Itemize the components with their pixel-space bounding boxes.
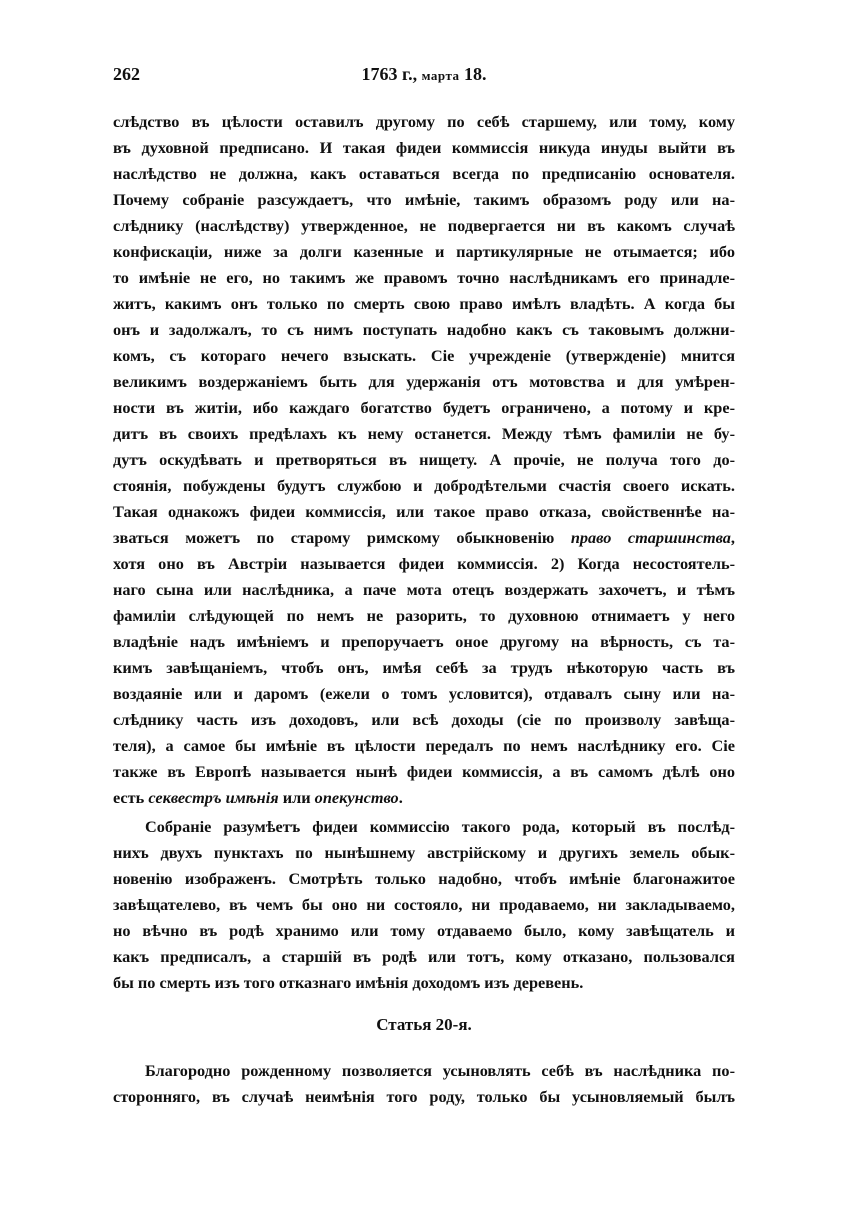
text-segment: есть xyxy=(113,788,149,807)
text-segment: наслѣдство не должна, какъ оставаться всегда по предписанію основателя. xyxy=(113,164,735,183)
text-line xyxy=(113,759,735,785)
paragraph xyxy=(113,814,735,996)
text-line xyxy=(113,655,735,681)
text-line xyxy=(113,814,735,840)
text-line xyxy=(113,629,735,655)
italic-term: опекунство xyxy=(314,788,399,807)
text-segment: нихъ двухъ пунктахъ по нынѣшнему австрійскому и другихъ земель обык- xyxy=(113,843,735,862)
text-segment: въ духовной предписано. И такая фидеи коммиссія никуда инуды выйти въ xyxy=(113,138,735,157)
text-segment: также въ Европѣ называется нынѣ фидеи коммиссія, а въ самомъ дѣлѣ оно xyxy=(113,762,735,781)
text-segment: сторонняго, въ случаѣ неимѣнія того роду, только бы усыновляемый былъ xyxy=(113,1087,735,1106)
paragraph xyxy=(113,109,735,811)
text-segment: Собраніе разумѣетъ фидеи коммиссію такого рода, который въ послѣд- xyxy=(145,817,735,836)
text-segment: . xyxy=(398,788,403,807)
italic-term: секвестръ имѣнія xyxy=(148,788,279,807)
text-segment: зваться можетъ по старому римскому обыкновенію xyxy=(113,528,571,547)
text-line xyxy=(113,1084,735,1110)
text-line xyxy=(113,525,735,551)
text-segment: кимъ завѣщаніемъ, чтобъ онъ, имѣя себѣ за трудъ нѣкоторую часть въ xyxy=(113,658,735,677)
text-segment: то имѣніе не его, но такимъ же правомъ точно наслѣдникамъ его принадле- xyxy=(113,268,735,287)
text-segment: или xyxy=(278,788,315,807)
text-line xyxy=(113,944,735,970)
text-line xyxy=(113,603,735,629)
italic-term: право старшинства xyxy=(570,528,731,547)
article-paragraph xyxy=(113,1058,735,1110)
text-line xyxy=(113,707,735,733)
text-segment: наго сына или наслѣдника, а паче мота отецъ воздержать захочетъ, и тѣмъ xyxy=(113,580,735,599)
text-line xyxy=(113,918,735,944)
text-segment: воздаяніе или и даромъ (ежели о томъ условится), отдавалъ сыну или на- xyxy=(113,684,735,703)
text-segment: великимъ воздержаніемъ быть для удержанія отъ мотовства и для умѣрен- xyxy=(113,372,735,391)
text-line xyxy=(113,161,735,187)
text-line xyxy=(113,473,735,499)
text-line xyxy=(113,265,735,291)
text-segment: слѣдство въ цѣлости оставилъ другому по себѣ старшему, или тому, кому xyxy=(113,112,735,131)
text-line xyxy=(113,551,735,577)
text-segment: бы по смерть изъ того отказнаго имѣнія доходомъ изъ деревень. xyxy=(113,973,584,992)
text-line xyxy=(113,421,735,447)
page-header xyxy=(113,64,735,92)
text-segment: Почему собраніе разсуждаетъ, что имѣніе, такимъ образомъ роду или на- xyxy=(113,190,735,209)
text-segment: Благородно рожденному позволяется усыновлять себѣ въ наслѣдника по- xyxy=(145,1061,735,1080)
text-line xyxy=(113,785,735,811)
text-line xyxy=(113,135,735,161)
text-line xyxy=(113,499,735,525)
page-number: 262 xyxy=(113,64,140,84)
text-line xyxy=(113,239,735,265)
text-segment: житъ, какимъ онъ только по смерть свою право имѣлъ владѣть. А когда бы xyxy=(113,294,735,313)
text-line xyxy=(113,447,735,473)
text-line xyxy=(113,840,735,866)
text-segment: ности въ житіи, ибо каждаго богатство будетъ ограничено, а потому и кре- xyxy=(113,398,735,417)
page-body xyxy=(113,109,735,1110)
text-segment: онъ и задолжалъ, то съ нимъ поступать надобно какъ съ таковымъ должни- xyxy=(113,320,735,339)
text-line xyxy=(113,892,735,918)
text-line xyxy=(113,213,735,239)
text-line xyxy=(113,291,735,317)
text-segment: теля), а самое бы имѣніе въ цѣлости передалъ по немъ наслѣднику его. Сіе xyxy=(113,736,735,755)
text-segment: стоянія, побуждены будутъ службою и добродѣтельми счастія своего искать. xyxy=(113,476,735,495)
text-segment: дутъ оскудѣвать и претворяться въ нищету. А прочіе, не получа того до- xyxy=(113,450,735,469)
text-line xyxy=(113,395,735,421)
text-segment: слѣднику часть изъ доходовъ, или всѣ доходы (сіе по произволу завѣща- xyxy=(113,710,735,729)
text-line xyxy=(113,681,735,707)
text-segment: владѣніе надъ имѣніемъ и препоручаетъ оное другому на вѣрность, съ та- xyxy=(113,632,735,651)
text-segment: Такая однакожъ фидеи коммиссія, или такое право отказа, свойственнѣе на- xyxy=(113,502,735,521)
text-line xyxy=(113,1058,735,1084)
text-segment: дитъ въ своихъ предѣлахъ къ нему останется. Между тѣмъ фамиліи не бу- xyxy=(113,424,735,443)
text-segment: фамиліи слѣдующей по немъ не разорить, то духовною отнимаетъ у него xyxy=(113,606,735,625)
text-segment: завѣщателево, въ чемъ бы оно ни состояло, ни продаваемо, ни закладываемо, xyxy=(113,895,735,914)
text-segment: слѣднику (наслѣдству) утвержденное, не подвергается ни въ какомъ случаѣ xyxy=(113,216,735,235)
article-heading: Статья 20-я. xyxy=(376,1015,472,1034)
text-segment: новенію изображенъ. Смотрѣть только надобно, чтобъ имѣніе благонажитое xyxy=(113,869,735,888)
text-line xyxy=(113,109,735,135)
text-segment: какъ предписалъ, а старшій въ родѣ или тотъ, кому отказано, пользовался xyxy=(113,947,735,966)
text-line xyxy=(113,317,735,343)
text-segment: конфискаціи, ниже за долги казенные и партикулярные не отымается; ибо xyxy=(113,242,735,261)
text-segment: комъ, съ котораго нечего взыскать. Сіе учрежденіе (утвержденіе) мнится xyxy=(113,346,735,365)
text-line xyxy=(113,369,735,395)
text-segment: , xyxy=(730,528,735,547)
running-head: 1763 г., марта 18. xyxy=(361,64,487,84)
text-segment: но вѣчно въ родѣ хранимо или тому отдаваемо было, кому завѣщатель и xyxy=(113,921,735,940)
text-line xyxy=(113,343,735,369)
text-line xyxy=(113,187,735,213)
text-line xyxy=(113,970,735,996)
text-line xyxy=(113,866,735,892)
text-line xyxy=(113,577,735,603)
text-segment: хотя оно въ Австріи называется фидеи коммиссія. 2) Когда несостоятель- xyxy=(113,554,735,573)
text-line xyxy=(113,733,735,759)
